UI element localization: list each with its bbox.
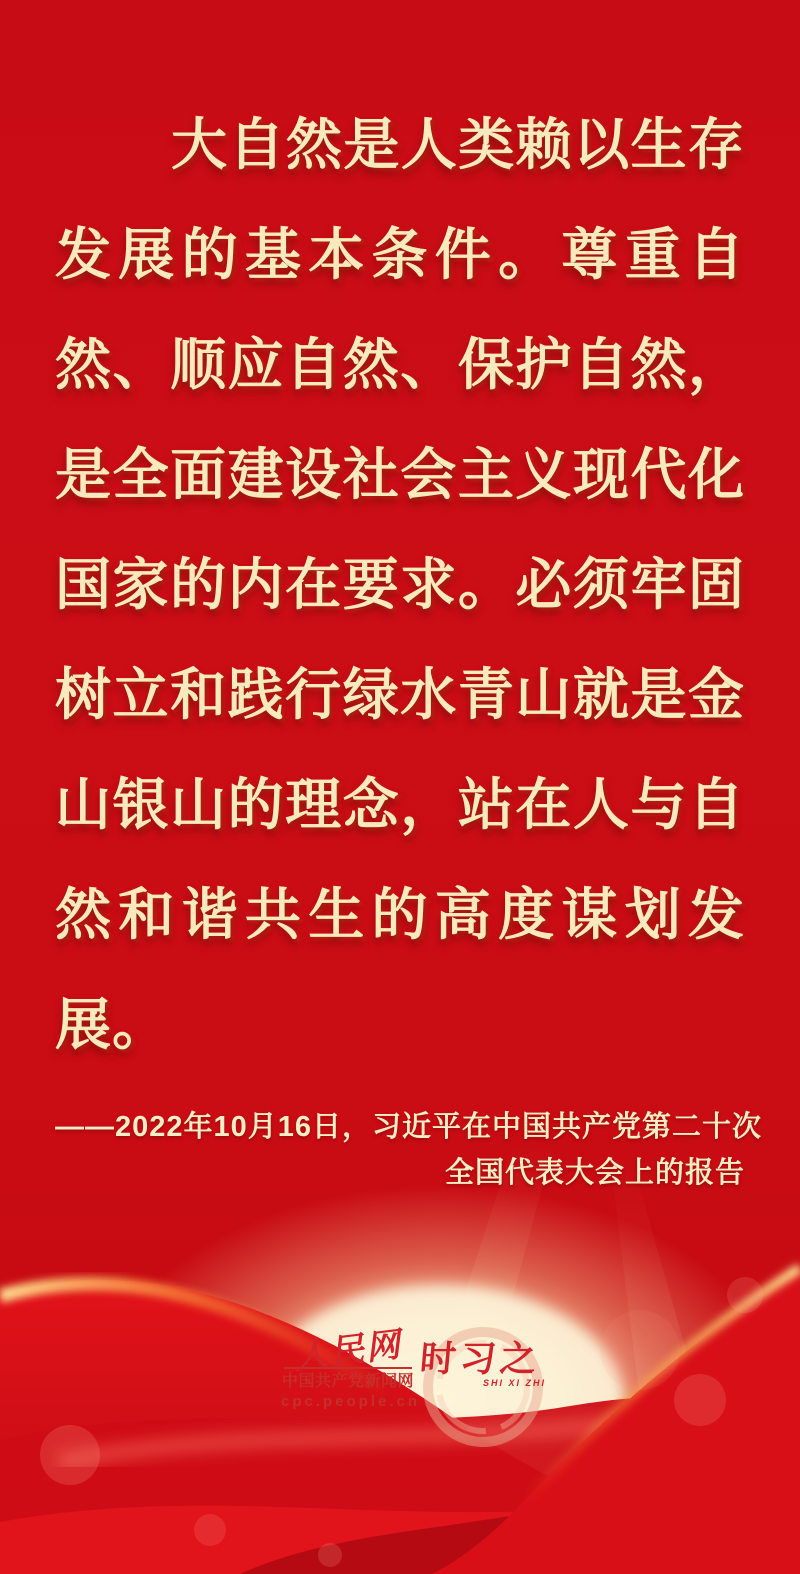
quote-line: 展。 — [55, 992, 169, 1058]
bokeh-dot — [318, 1543, 342, 1567]
people-daily-online-logo — [281, 1324, 421, 1411]
quote-line: 树立和践行绿水青山就是金 — [55, 662, 745, 728]
quote-line: 国家的内在要求。必须牢固 — [55, 552, 745, 618]
footer-logos — [0, 1318, 800, 1448]
bokeh-dot — [194, 1514, 226, 1546]
quote-text-block — [55, 90, 745, 1080]
quote-line: 然、顺应自然、保护自然， — [55, 332, 745, 398]
shixizhi-romanized: SHI XI ZHI — [482, 1378, 546, 1388]
cpc-news-site-url: cpc.people.cn — [281, 1393, 421, 1410]
shixizhi-wordmark: 时习之 — [418, 1338, 542, 1380]
cpc-news-site-name: 中国共产党新闻网 — [281, 1373, 414, 1390]
quote-line: 是全面建设社会主义现代化 — [55, 442, 745, 508]
quote-line: 然和谐共生的高度谋划发 — [55, 882, 745, 948]
bokeh-dot — [727, 1277, 763, 1313]
quote-line: 山银山的理念，站在人与自 — [55, 772, 745, 838]
attribution-line-2: 全国代表大会上的报告 — [444, 1157, 745, 1189]
shixizhi-logo — [420, 1338, 550, 1388]
attribution-line-1: ——2022年10月16日，习近平在中国共产党第二十次 — [55, 1111, 763, 1143]
attribution-block — [55, 1104, 763, 1196]
quote-line: 大自然是人类赖以生存 — [171, 112, 745, 178]
people-net-script-wordmark: 人民网 — [291, 1324, 405, 1378]
quote-line: 发展的基本条件。尊重自 — [55, 222, 745, 288]
